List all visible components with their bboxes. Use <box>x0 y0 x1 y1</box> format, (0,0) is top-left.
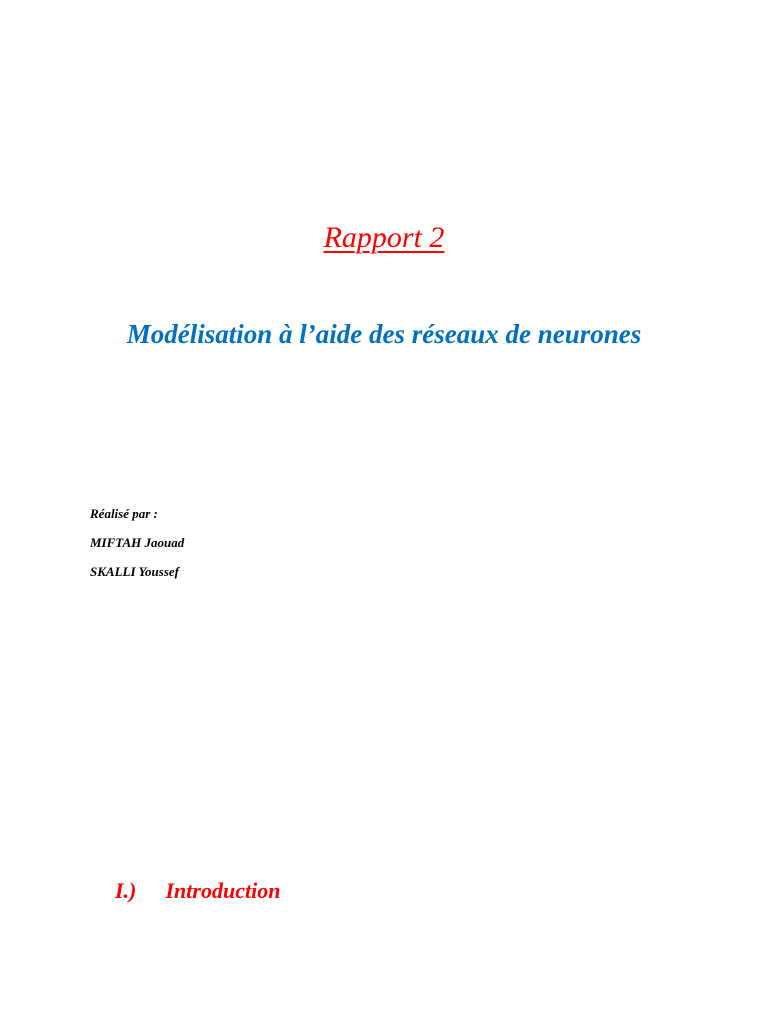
author-name: MIFTAH Jaouad <box>90 535 185 550</box>
report-title: Rapport 2 <box>323 221 445 254</box>
authors-block <box>90 502 390 589</box>
document-subtitle: Modélisation à l’aide des réseaux de neurones <box>126 319 642 349</box>
author-name: SKALLI Youssef <box>90 564 179 579</box>
section-number: I.) <box>115 878 137 903</box>
section-heading-introduction <box>115 876 515 906</box>
authors-label: Réalisé par : <box>90 506 158 521</box>
section-title: Introduction <box>165 878 281 903</box>
